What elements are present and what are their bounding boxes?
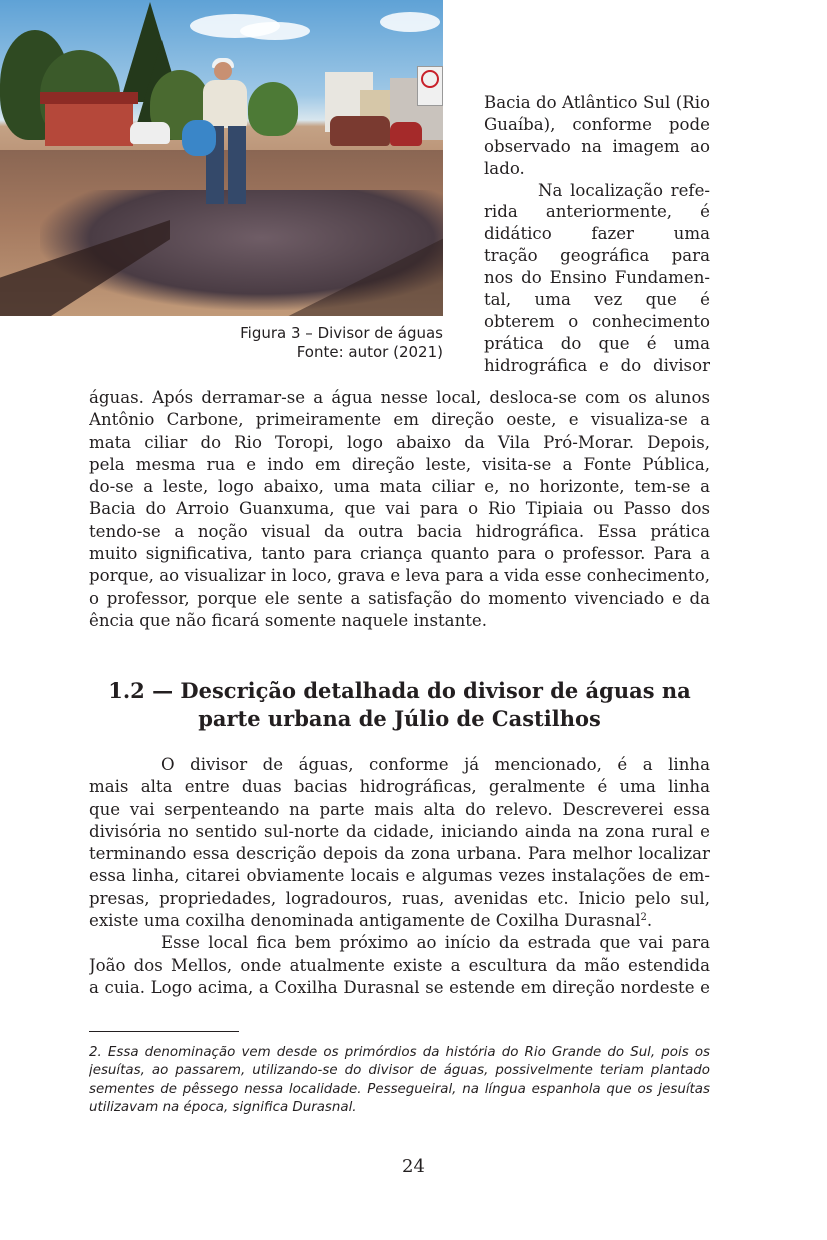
text-line: Bacia do Arroio Guanxuma, que vai para o Rio Tipiaia ou Passo dos [89,499,710,519]
text-line: tal, uma vez que é [484,290,710,310]
text-line: águas. Após derramar-se a água nesse local, desloca-se com os alunos [89,388,710,407]
heading-line: 1.2 — Descrição detalhada do divisor de águas na [108,678,691,703]
text-line: muito significativa, tanto para criança quanto para o professor. Para a [89,544,710,564]
caption-source: Fonte: autor (2021) [296,343,443,361]
caption-title: Figura 3 – Divisor de águas [240,324,443,342]
sentence-end: . [646,911,653,931]
text-line: essa linha, citarei obviamente locais e algumas vezes instalações de em- [89,866,710,886]
text-line: presas, propriedades, logradouros, ruas, avenidas etc. Inicio pelo sul, [89,888,710,908]
side-column-text [484,92,710,377]
footnote-line: jesuítas, ao passarem, utilizando-se do divisor de águas, possivelmente teriam plantado [89,1063,710,1079]
main-paragraph [89,387,710,632]
footnote-line: utilizavam na época, significa Durasnal. [89,1100,357,1116]
text-line: Bacia do Atlântico Sul (Rio [484,93,710,112]
text-line: prática do que é uma [484,333,710,353]
text-line: didático fazer uma [484,224,710,244]
text-line: mata ciliar do Rio Toropi, logo abaixo da Vila Pró-Morar. Depois, [89,432,710,452]
footnote-line: sementes de pêssego nessa localidade. Pessegueiral, na língua espanhola que os jesuítas [89,1081,710,1097]
text-line: tração geográfica para [484,246,710,266]
page-number: 24 [402,1156,425,1177]
text-line: ência que não ficará somente naquele instante. [89,610,488,630]
section-body [89,754,710,999]
text-line: lado. [484,158,525,178]
text-line: Guaíba), conforme pode [484,114,710,134]
text-line: rida anteriormente, é [484,202,710,222]
heading-line: parte urbana de Júlio de Castilhos [198,706,601,731]
text-line: João dos Mellos, onde atualmente existe a escultura da mão estendida [89,955,710,975]
text-line: terminando essa descrição depois da zona urbana. Para melhor localizar [89,844,710,864]
text-line: o professor, porque ele sente a satisfação do momento vivenciado e da [89,588,710,608]
text-line: do-se a leste, logo abaixo, uma mata ciliar e, no horizonte, tem-se a [89,477,710,497]
text-line [89,910,710,932]
text-line: obterem o conhecimento [484,311,710,331]
footnote-rule [89,1031,239,1032]
text-line: observado na imagem ao [484,136,710,156]
text-line: Esse local fica bem próximo ao início da estrada que vai para [161,933,710,953]
text-line: a cuia. Logo acima, a Coxilha Durasnal se estende em direção nordeste e [89,977,710,997]
text-line: pela mesma rua e indo em direção leste, visita-se a Fonte Pública, [89,454,710,474]
text-line: porque, ao visualizar in loco, grava e leva para a vida esse conhecimento, [89,566,710,586]
text-line: mais alta entre duas bacias hidrográficas, geralmente é uma linha [89,777,710,797]
footnote [89,1044,710,1118]
text-line: que vai serpenteando na parte mais alta do relevo. Descreverei essa [89,799,710,819]
text-line-content: existe uma coxilha denominada antigamente de Coxilha Durasnal [89,911,641,931]
section-heading [89,677,710,733]
footnote-line: 2. Essa denominação vem desde os primórdios da história do Rio Grande do Sul, pois os [89,1045,710,1060]
text-line: Antônio Carbone, primeiramente em direção oeste, e visualiza-se a [89,410,710,430]
figure-photo [0,0,443,316]
figure-caption [123,324,443,362]
text-line: nos do Ensino Fundamen- [484,268,710,288]
text-line: divisória no sentido sul-norte da cidade, iniciando ainda na zona rural e [89,821,710,841]
text-line: tendo-se a noção visual da outra bacia hidrográfica. Essa prática [89,521,710,541]
text-line: O divisor de águas, conforme já mencionado, é a linha [161,755,710,774]
footnote-ref: 2 [640,912,647,924]
text-line: Na localização refe- [538,180,710,200]
text-line: hidrográfica e do divisor [484,355,710,375]
